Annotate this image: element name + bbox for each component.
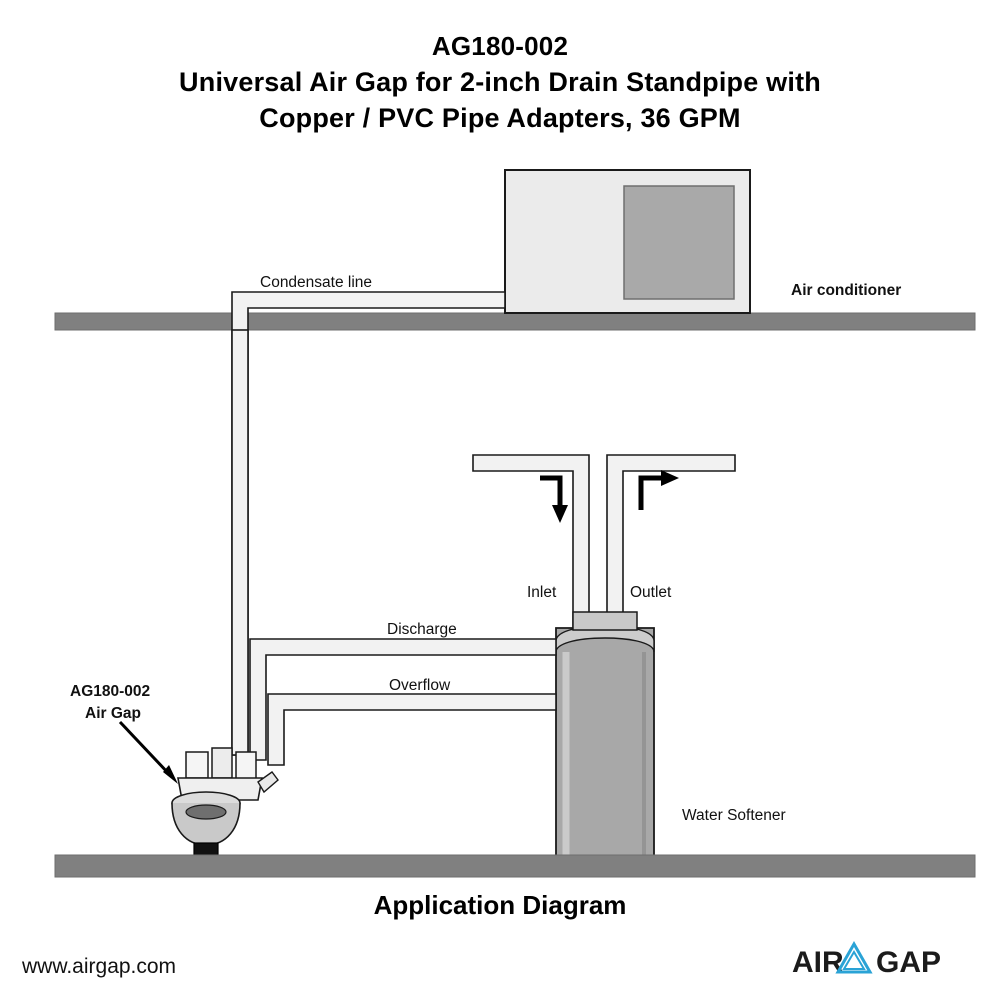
- product-description-line-2: Copper / PVC Pipe Adapters, 36 GPM: [259, 103, 741, 133]
- air-conditioner-label: Air conditioner: [791, 282, 902, 299]
- air-gap-callout-line-2: Air Gap: [85, 705, 141, 722]
- overflow-pipe: [268, 694, 556, 765]
- air-conditioner-panel: [624, 186, 734, 299]
- lower-floor-slab: [55, 855, 975, 877]
- air-gap-callout-arrow: [120, 722, 178, 784]
- water-softener-neck: [573, 612, 637, 630]
- air-gap-assembly: [172, 748, 278, 865]
- inlet-flow-arrow: [540, 478, 568, 523]
- air-gap-callout-line-1: AG180-002: [70, 683, 151, 700]
- airgap-logo: [792, 938, 982, 986]
- condensate-line-label: Condensate line: [260, 274, 373, 291]
- product-description-line-1: Universal Air Gap for 2-inch Drain Standpipe with: [179, 67, 821, 97]
- upper-floor-slab: [55, 313, 975, 330]
- discharge-label: Discharge: [387, 621, 457, 638]
- water-softener-label: Water Softener: [682, 807, 786, 824]
- condensate-drop-pipe: [232, 330, 248, 755]
- water-softener-body: [556, 628, 654, 862]
- website-url[interactable]: www.airgap.com: [22, 955, 177, 978]
- svg-text:AIR: AIR: [792, 946, 844, 979]
- outlet-flow-arrow: [641, 470, 679, 510]
- condensate-line-pipe: [232, 292, 505, 755]
- overflow-label: Overflow: [389, 677, 451, 694]
- outlet-label: Outlet: [630, 584, 672, 601]
- diagram-caption: Application Diagram: [373, 890, 627, 920]
- svg-text:GAP: GAP: [876, 946, 942, 979]
- product-model-title: AG180-002: [431, 31, 569, 61]
- inlet-pipe: [473, 455, 589, 640]
- inlet-label: Inlet: [527, 584, 557, 601]
